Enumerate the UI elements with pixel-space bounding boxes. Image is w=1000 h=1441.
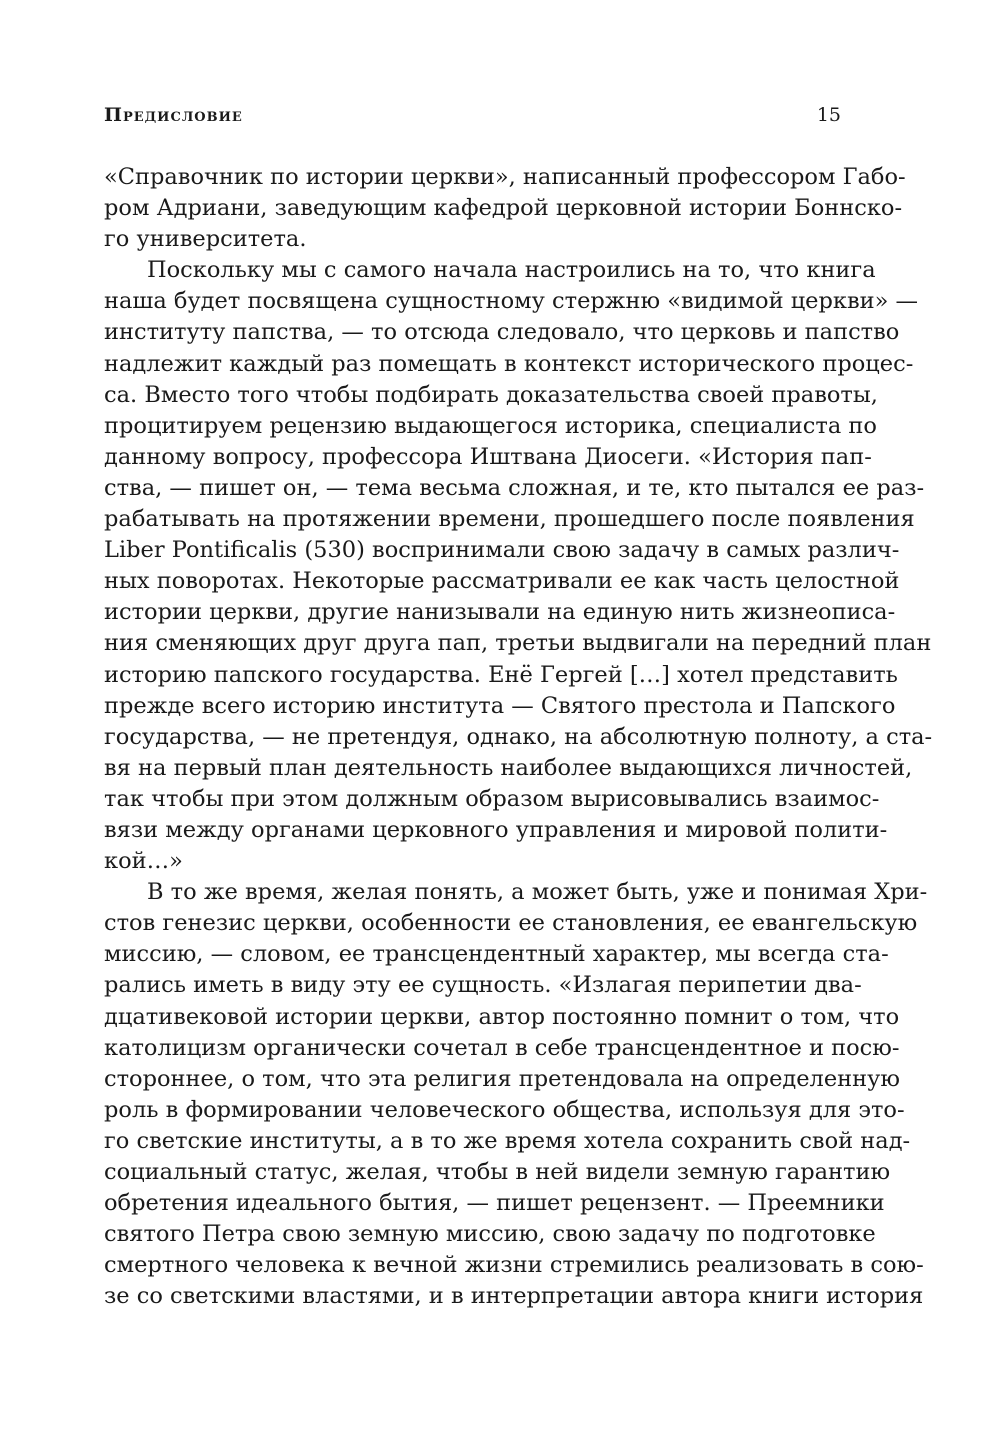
text-line: рались иметь в виду эту ее сущность. «Излагая перипетии два- — [104, 972, 862, 999]
text-line: прежде всего историю института — Святого престола и Папского — [104, 692, 896, 719]
running-title: Предисловие — [104, 104, 243, 126]
text-line: обретения идеального бытия, — пишет рецензент. — Преемники — [104, 1190, 885, 1217]
text-line: го университета. — [104, 226, 307, 253]
text-line: вязи между органами церковного управления и мировой полити- — [104, 816, 888, 843]
paragraph — [104, 877, 928, 1312]
text-line: наша будет посвящена сущностному стержню «видимой церкви» — — [104, 288, 919, 315]
text-line: институту папства, — то отсюда следовало, что церковь и папство — [104, 319, 900, 346]
text-line: данному вопросу, профессора Иштвана Диосеги. «История пап- — [104, 443, 872, 470]
text-line: стов генезис церкви, особенности ее становления, ее евангельскую — [104, 910, 918, 937]
text-line: святого Петра свою земную миссию, свою задачу по подготовке — [104, 1221, 876, 1248]
text-line: вя на первый план деятельность наиболее выдающихся личностей, — [104, 754, 913, 781]
text-line: Liber Pontificalis (530) воспринимали свою задачу в самых различ- — [104, 537, 900, 564]
text-line: го светские институты, а в то же время хотела сохранить свой над- — [104, 1127, 911, 1154]
text-line: ных поворотах. Некоторые рассматривали ее как часть целостной — [104, 568, 900, 595]
text-line: социальный статус, желая, чтобы в ней видели земную гарантию — [104, 1159, 891, 1185]
text-line: смертного человека к вечной жизни стремились реализовать в сою- — [104, 1252, 924, 1279]
body-text — [104, 162, 933, 1312]
text-line: процитируем рецензию выдающегося историка, специалиста по — [104, 412, 877, 439]
text-line: миссию, — словом, ее трансцендентный характер, мы всегда ста- — [104, 941, 889, 968]
text-line: католицизм органически сочетал в себе трансцендентное и посю- — [104, 1034, 900, 1061]
paragraph — [104, 162, 906, 255]
text-line: В то же время, желая понять, а может быть, уже и понимая Хри- — [147, 879, 928, 906]
text-line: Поскольку мы с самого начала настроились на то, что книга — [147, 257, 876, 284]
text-line: зе со светскими властями, и в интерпретации автора книги история — [104, 1283, 924, 1310]
text-line: рабатывать на протяжении времени, прошедшего после появления — [104, 506, 915, 533]
text-line: стороннее, о том, что эта религия претендовала на определенную — [104, 1065, 900, 1092]
text-line: «Справочник по истории церкви», написанный профессором Габо- — [104, 164, 906, 190]
text-line: историю папского государства. Енё Гергей […] хотел представить — [104, 661, 898, 688]
text-line: ния сменяющих друг друга пап, третьи выдвигали на передний план — [104, 630, 932, 657]
text-line: роль в формировании человеческого общества, используя для это- — [104, 1096, 905, 1123]
paragraph — [104, 255, 933, 877]
text-line: ства, — пишет он, — тема весьма сложная, и те, кто пытался ее раз- — [104, 474, 925, 501]
text-line: кой…» — [104, 848, 183, 875]
text-line: истории церкви, другие нанизывали на единую нить жизнеописа- — [104, 599, 896, 626]
text-line: дцативековой истории церкви, автор постоянно помнит о том, что — [104, 1003, 900, 1030]
text-line: ром Адриани, заведующим кафедрой церковной истории Боннско- — [104, 195, 903, 222]
text-line: надлежит каждый раз помещать в контекст исторического процес- — [104, 350, 914, 377]
running-header — [104, 100, 841, 130]
text-line: государства, — не претендуя, однако, на абсолютную полноту, а ста- — [104, 723, 933, 750]
text-line: са. Вместо того чтобы подбирать доказательства своей правоты, — [104, 381, 878, 408]
text-line: так чтобы при этом должным образом вырисовывались взаимос- — [104, 785, 880, 812]
page-number: 15 — [816, 104, 841, 126]
